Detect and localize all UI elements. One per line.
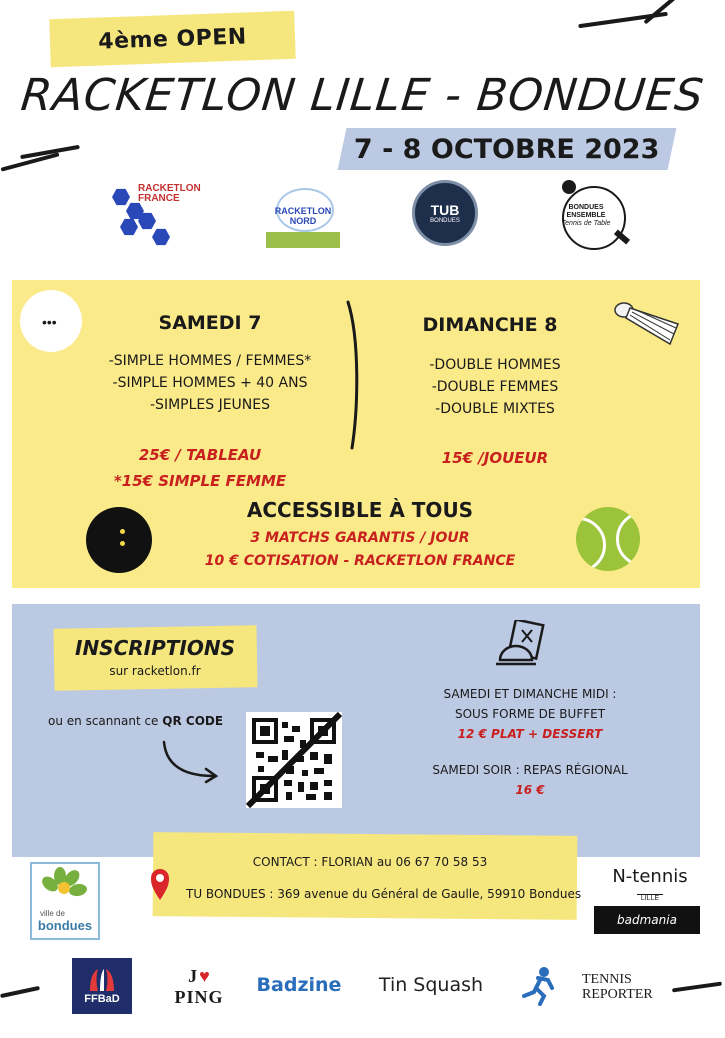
- contact-label: CONTACT : FLORIAN au: [252, 855, 392, 869]
- badzine-logo: [254, 970, 344, 1000]
- tennis-reporter-line: REPORTER: [582, 987, 653, 1002]
- ville-bondues-logo: [30, 862, 100, 940]
- date-banner: [338, 128, 677, 170]
- location-pin-icon: [150, 868, 170, 902]
- flower-icon: [32, 864, 98, 904]
- logo-text: TUB: [430, 202, 460, 218]
- qr-label: QR CODE: [162, 714, 224, 728]
- access-line-1: 3 MATCHS GARANTIS / JOUR: [250, 530, 470, 546]
- access-title: ACCESSIBLE À TOUS: [246, 498, 474, 522]
- arrow-icon: [160, 738, 222, 784]
- saturday-events: [80, 350, 340, 416]
- logo-text: Tennis de Table: [561, 220, 611, 227]
- logo-text: RACKETLON: [138, 183, 201, 194]
- racketlon-france-logo: [108, 182, 201, 244]
- ffbad-emblem-icon: [82, 967, 122, 993]
- page-title: RACKETLON LILLE - BONDUES: [18, 70, 707, 121]
- tennis-reporter-logo: [582, 972, 672, 1002]
- access-line-2: 10 € COTISATION - RACKETLON FRANCE: [204, 553, 516, 569]
- decorative-stroke: [672, 982, 722, 993]
- decorative-stroke: [643, 0, 676, 24]
- edition-banner: [49, 11, 296, 68]
- tinsquash-name: Tin Squash: [378, 974, 484, 996]
- contact-phone-line: [200, 855, 540, 869]
- list-item: -SIMPLES JEUNES: [150, 397, 270, 413]
- address: 369 avenue du Général de Gaulle, 59910 Bondues: [277, 887, 582, 901]
- saturday-price-note: *15€ SIMPLE FEMME: [113, 472, 287, 490]
- logo-text: BONDUES: [568, 204, 604, 211]
- dinner-menu-icon: [494, 620, 550, 670]
- sunday-title: DIMANCHE 8: [422, 314, 558, 336]
- ffbad-logo: [72, 958, 132, 1014]
- badmania-logo: [594, 906, 700, 934]
- qr-instruction: [48, 714, 248, 728]
- contact-box: [153, 832, 578, 920]
- address-label: TU BONDUES :: [186, 887, 274, 901]
- logo-subtext: BONDUES: [430, 218, 460, 224]
- logo-text: RACKETLON NORD: [274, 206, 332, 226]
- list-item: -DOUBLE MIXTES: [435, 401, 555, 417]
- lunch-title: SAMEDI ET DIMANCHE MIDI :: [443, 687, 617, 701]
- contact-phone[interactable]: 06 67 70 58 53: [395, 855, 488, 869]
- list-item: -SIMPLE HOMMES + 40 ANS: [112, 375, 308, 391]
- ffbad-name: FFBaD: [84, 993, 120, 1005]
- sunday-price: 15€ /JOUEUR: [441, 449, 549, 467]
- sunday-events: [410, 354, 580, 420]
- tennis-ball-icon: [576, 507, 640, 571]
- ping-logo: [168, 960, 230, 1014]
- runner-icon: [518, 966, 560, 1006]
- saturday-title: SAMEDI 7: [158, 312, 262, 334]
- racketlon-nord-logo: [266, 182, 340, 250]
- bondues-ensemble-logo: [544, 180, 628, 252]
- lunch-price: 12 € PLAT + DESSERT: [457, 727, 603, 741]
- dinner-title: SAMEDI SOIR : REPAS RÉGIONAL: [432, 763, 628, 777]
- ntennis-name: N-tennis: [612, 866, 688, 887]
- lunch-description: SOUS FORME DE BUFFET: [454, 707, 606, 721]
- heart-icon: ♥: [199, 966, 210, 986]
- saturday-price: 25€ / TABLEAU: [138, 446, 262, 464]
- tub-logo: [412, 180, 478, 246]
- ntennis-logo: [600, 866, 700, 905]
- ping-name: PING: [174, 987, 224, 1007]
- column-divider: [342, 300, 366, 450]
- squash-ball-icon: [86, 507, 152, 573]
- tennis-reporter-line: TENNIS: [582, 972, 632, 987]
- qr-code[interactable]: [246, 712, 342, 808]
- contact-address-line: [186, 887, 582, 901]
- badmania-name: badmania: [617, 913, 677, 927]
- event-dates: 7 - 8 OCTOBRE 2023: [354, 133, 660, 165]
- edition-label: 4ème OPEN: [97, 23, 248, 55]
- dinner-price: 16 €: [515, 783, 545, 797]
- decorative-stroke: [0, 986, 40, 998]
- meals-info: [420, 684, 640, 800]
- list-item: -DOUBLE HOMMES: [429, 357, 561, 373]
- logo-text: ENSEMBLE: [566, 212, 606, 219]
- qr-prefix: ou en scannant ce: [48, 714, 159, 728]
- ville-name: bondues: [37, 918, 93, 933]
- list-item: -DOUBLE FEMMES: [431, 379, 559, 395]
- logo-text: FRANCE: [138, 193, 180, 204]
- shuttlecock-icon: [612, 296, 682, 356]
- ville-label: ville de: [40, 909, 65, 918]
- badzine-name: Badzine: [256, 974, 342, 996]
- ntennis-sub: LILLE: [637, 894, 663, 902]
- list-item: -SIMPLE HOMMES / FEMMES*: [108, 353, 312, 369]
- inscriptions-title: INSCRIPTIONS: [75, 636, 235, 660]
- tinsquash-logo: [370, 970, 492, 1000]
- white-ball-icon: •••: [20, 290, 82, 352]
- inscriptions-link[interactable]: sur racketlon.fr: [109, 664, 201, 678]
- ping-letter: J: [188, 966, 198, 986]
